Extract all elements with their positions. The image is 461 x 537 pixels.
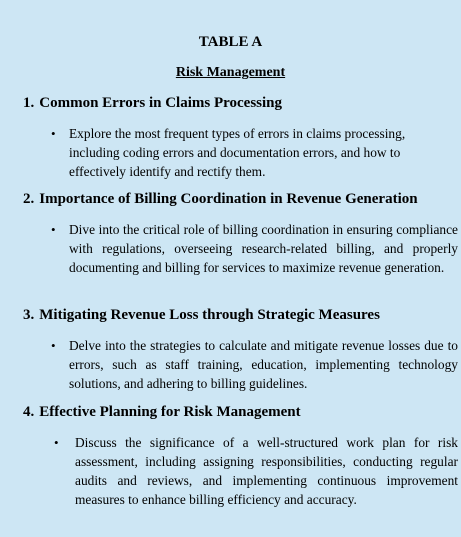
section-number: 4. [23,404,35,420]
section-heading [23,306,458,324]
bullet-item [23,220,458,277]
bullet-text: Explore the most frequent types of errors in claims processing, including coding errors and documentation errors, and how to effectively identify and rectify them. [69,126,406,179]
bullet-icon: • [51,222,56,237]
section-heading-text: Effective Planning for Risk Management [39,404,301,420]
section-heading [23,94,458,112]
bullet-text: Dive into the critical role of billing coordination in ensuring compliance with regulations, overseeing research-related billing, and properly documenting and billing for services to maximize revenue generation. [69,222,458,275]
section-mitigating-revenue-loss [23,306,458,393]
section-heading-text: Mitigating Revenue Loss through Strategic Measures [39,307,380,323]
bullet-item [23,433,458,509]
bullet-icon: • [51,338,56,353]
section-number: 3. [23,307,35,323]
section-effective-planning [23,403,458,509]
section-common-errors [23,94,458,181]
bullet-icon: • [51,126,56,141]
bullet-icon: • [54,435,59,450]
bullet-item [23,124,458,181]
section-number: 1. [23,95,35,111]
table-title: TABLE A [198,34,263,50]
bullet-text: Discuss the significance of a well-structured work plan for risk assessment, including assigning responsibilities, conducting regular audits and reviews, and implementing continuous improvement measures to enhance billing efficiency and accuracy. [75,435,458,507]
section-heading-text: Common Errors in Claims Processing [39,95,283,111]
section-heading-text: Importance of Billing Coordination in Revenue Generation [39,191,418,207]
section-number: 2. [23,191,35,207]
section-heading [23,190,458,208]
section-heading [23,403,458,421]
table-subtitle: Risk Management [175,65,286,80]
bullet-item [23,336,458,393]
bullet-text: Delve into the strategies to calculate and mitigate revenue losses due to errors, such as staff training, education, implementing technology solutions, and adhering to billing guidelines. [69,338,458,391]
section-billing-coordination [23,190,458,277]
